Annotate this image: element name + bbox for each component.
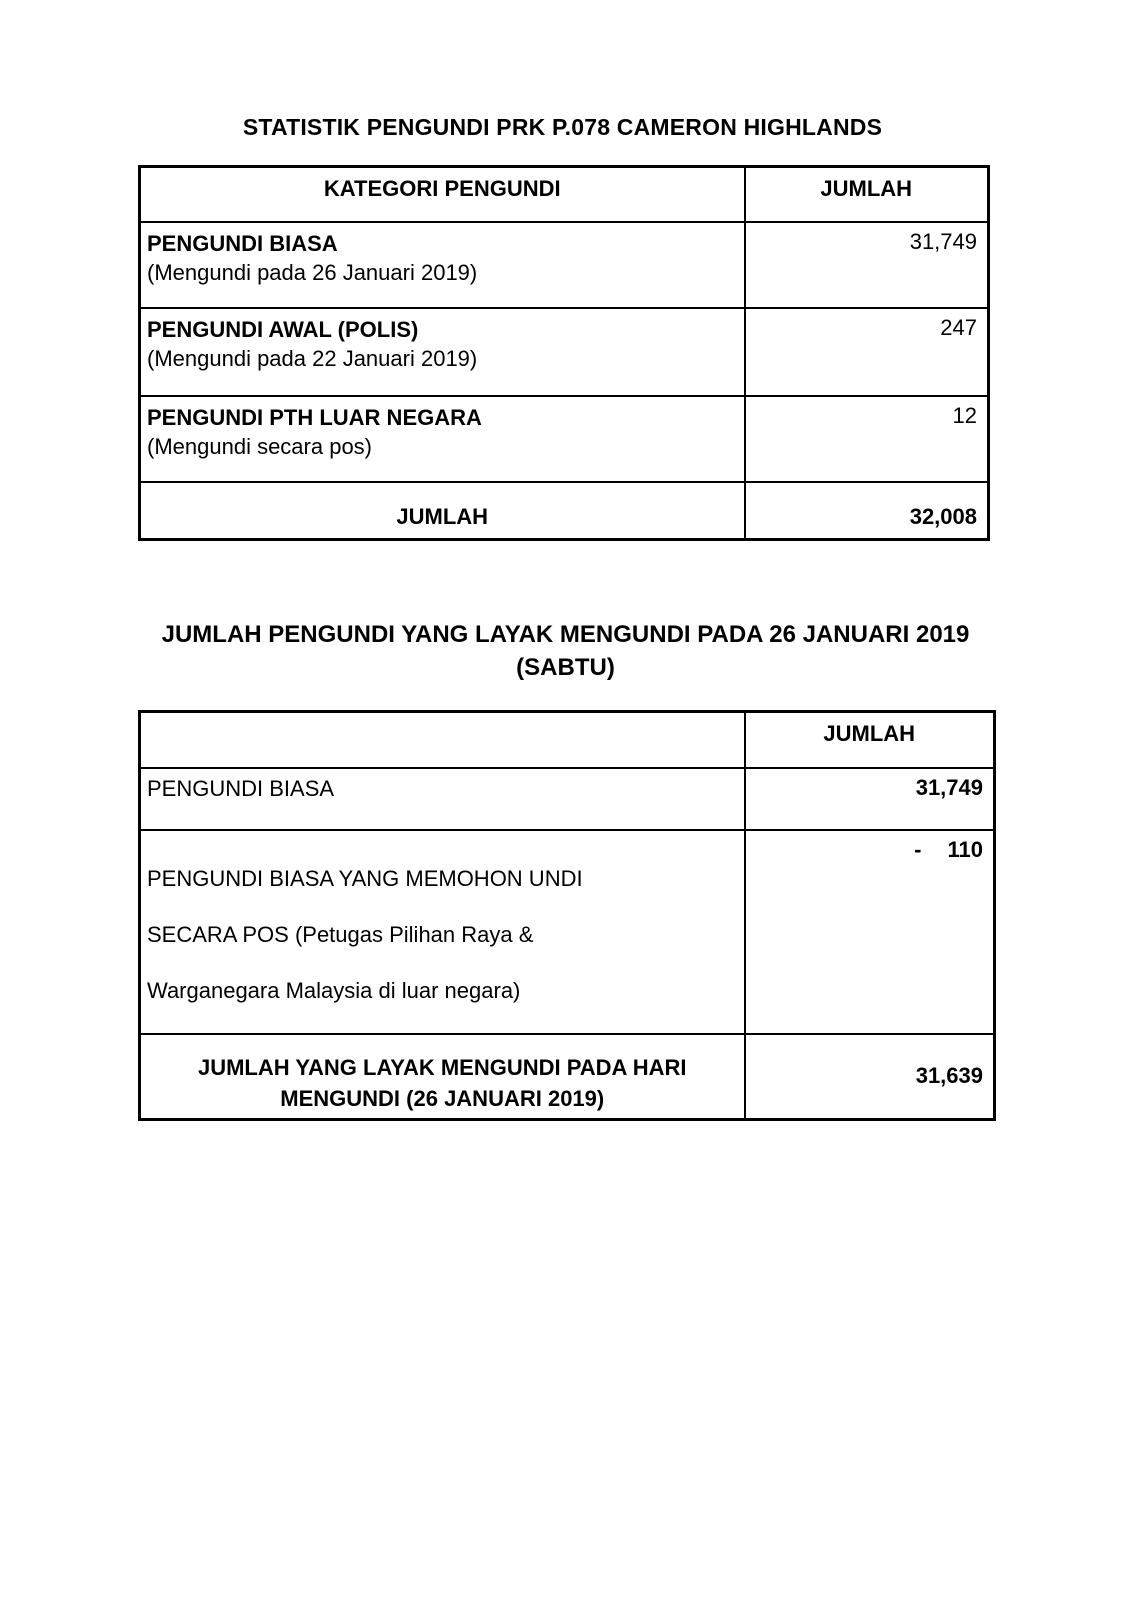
section2-title-line1: JUMLAH PENGUNDI YANG LAYAK MENGUNDI PADA 26 JANUARI 2019 [161,621,970,648]
table1-total-label: JUMLAH [140,482,745,540]
table2-header-empty [140,712,745,768]
category-label: PENGUNDI PTH LUAR NEGARA [147,404,482,430]
category-cell [140,308,745,396]
table2-total-value: 31,639 [745,1034,995,1120]
section2-title-line2: (SABTU) [516,654,615,681]
table2-header-row [140,712,995,768]
voter-statistics-table [138,165,990,541]
table-row [140,830,995,1034]
section2-title [84,618,1047,684]
count-cell: 31,749 [745,768,995,830]
category-cell: PENGUNDI BIASA [140,768,745,830]
eligible-voters-table [138,710,996,1121]
table2-header-jumlah: JUMLAH [745,712,995,768]
table-row [140,396,989,482]
table1-header-category: KATEGORI PENGUNDI [140,167,745,222]
count-cell: 247 [745,308,989,396]
table-row [140,768,995,830]
category-sublabel: (Mengundi pada 22 Januari 2019) [147,345,478,371]
table2-total-label-line2: MENGUNDI (26 JANUARI 2019) [280,1086,605,1111]
table1-header-jumlah: JUMLAH [745,167,989,222]
count-cell: 12 [745,396,989,482]
category-cell [140,222,745,308]
count-value: 110 [947,836,983,862]
category-label: PENGUNDI AWAL (POLIS) [147,316,419,342]
category-label-line2: SECARA POS (Petugas Pilihan Raya & [147,921,534,947]
category-sublabel: (Mengundi pada 26 Januari 2019) [147,259,478,285]
table-row [140,308,989,396]
category-label: PENGUNDI BIASA [147,230,338,256]
minus-sign: - [914,836,922,862]
category-cell [140,830,745,1034]
table2-total-label [140,1034,745,1120]
table-row [140,222,989,308]
table1-total-row [140,482,989,540]
table2-total-label-line1: JUMLAH YANG LAYAK MENGUNDI PADA HARI [197,1055,687,1080]
table1-total-value: 32,008 [745,482,989,540]
category-label-line3: Warganegara Malaysia di luar negara) [147,977,521,1003]
count-cell [745,830,995,1034]
category-cell [140,396,745,482]
page-title: STATISTIK PENGUNDI PRK P.078 CAMERON HIGHLANDS [242,114,883,140]
category-sublabel: (Mengundi secara pos) [147,433,373,459]
count-cell: 31,749 [745,222,989,308]
table1-header-row [140,167,989,222]
category-label-line1: PENGUNDI BIASA YANG MEMOHON UNDI [147,865,583,891]
table2-total-row [140,1034,995,1120]
